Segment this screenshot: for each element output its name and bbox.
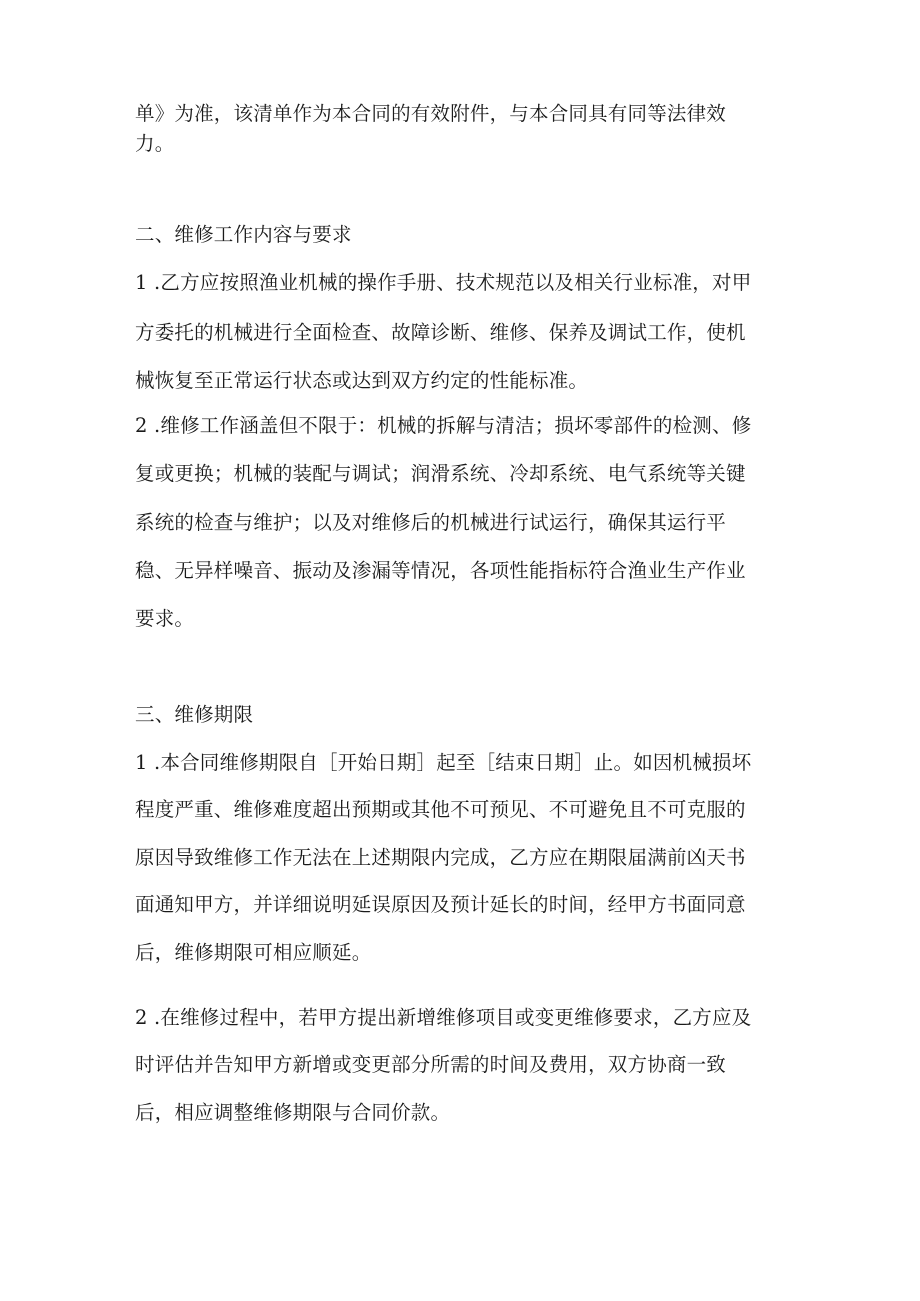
section-heading-3: 三、维修期限 [135, 703, 254, 726]
text-line: 2 .在维修过程中，若甲方提出新增维修项目或变更维修要求，乙方应及 [135, 1006, 752, 1029]
text-line: 1 .乙方应按照渔业机械的操作手册、技术规范以及相关行业标准，对甲 [135, 271, 752, 294]
section-heading-2: 二、维修工作内容与要求 [135, 223, 352, 246]
text-line: 原因导致维修工作无法在上述期限内完成，乙方应在期限届满前凶天书 [135, 846, 746, 869]
text-line: 系统的检查与维护；以及对维修后的机械进行试运行，确保其运行平 [135, 511, 727, 534]
text-line: 复或更换；机械的装配与调试；润滑系统、冷却系统、电气系统等关键 [135, 462, 746, 485]
text-line: 时评估并告知甲方新增或变更部分所需的时间及费用，双方协商一致 [135, 1053, 727, 1076]
text-line: 稳、无异样噪音、振动及渗漏等情况，各项性能指标符合渔业生产作业 [135, 559, 746, 582]
text-line: 程度严重、维修难度超出预期或其他不可预见、不可避免且不可克服的 [135, 798, 746, 821]
text-line: 2 .维修工作涵盖但不限于：机械的拆解与清洁；损坏零部件的检测、修 [135, 414, 752, 437]
text-line: 要求。 [135, 607, 195, 630]
text-line: 力。 [135, 132, 175, 155]
text-line: 方委托的机械进行全面检查、故障诊断、维修、保养及调试工作，使机 [135, 321, 746, 344]
text-line: 单》为准，该清单作为本合同的有效附件，与本合同具有同等法律效 [135, 102, 727, 125]
text-line: 后，相应调整维修期限与合同价款。 [135, 1101, 451, 1124]
text-line: 后，维修期限可相应顺延。 [135, 941, 372, 964]
text-line: 1 .本合同维修期限自［开始日期］起至［结束日期］止。如因机械损坏 [135, 751, 752, 774]
text-line: 面通知甲方，并详细说明延误原因及预计延长的时间，经甲方书面同意 [135, 893, 746, 916]
text-line: 械恢复至正常运行状态或达到双方约定的性能标准。 [135, 369, 589, 392]
